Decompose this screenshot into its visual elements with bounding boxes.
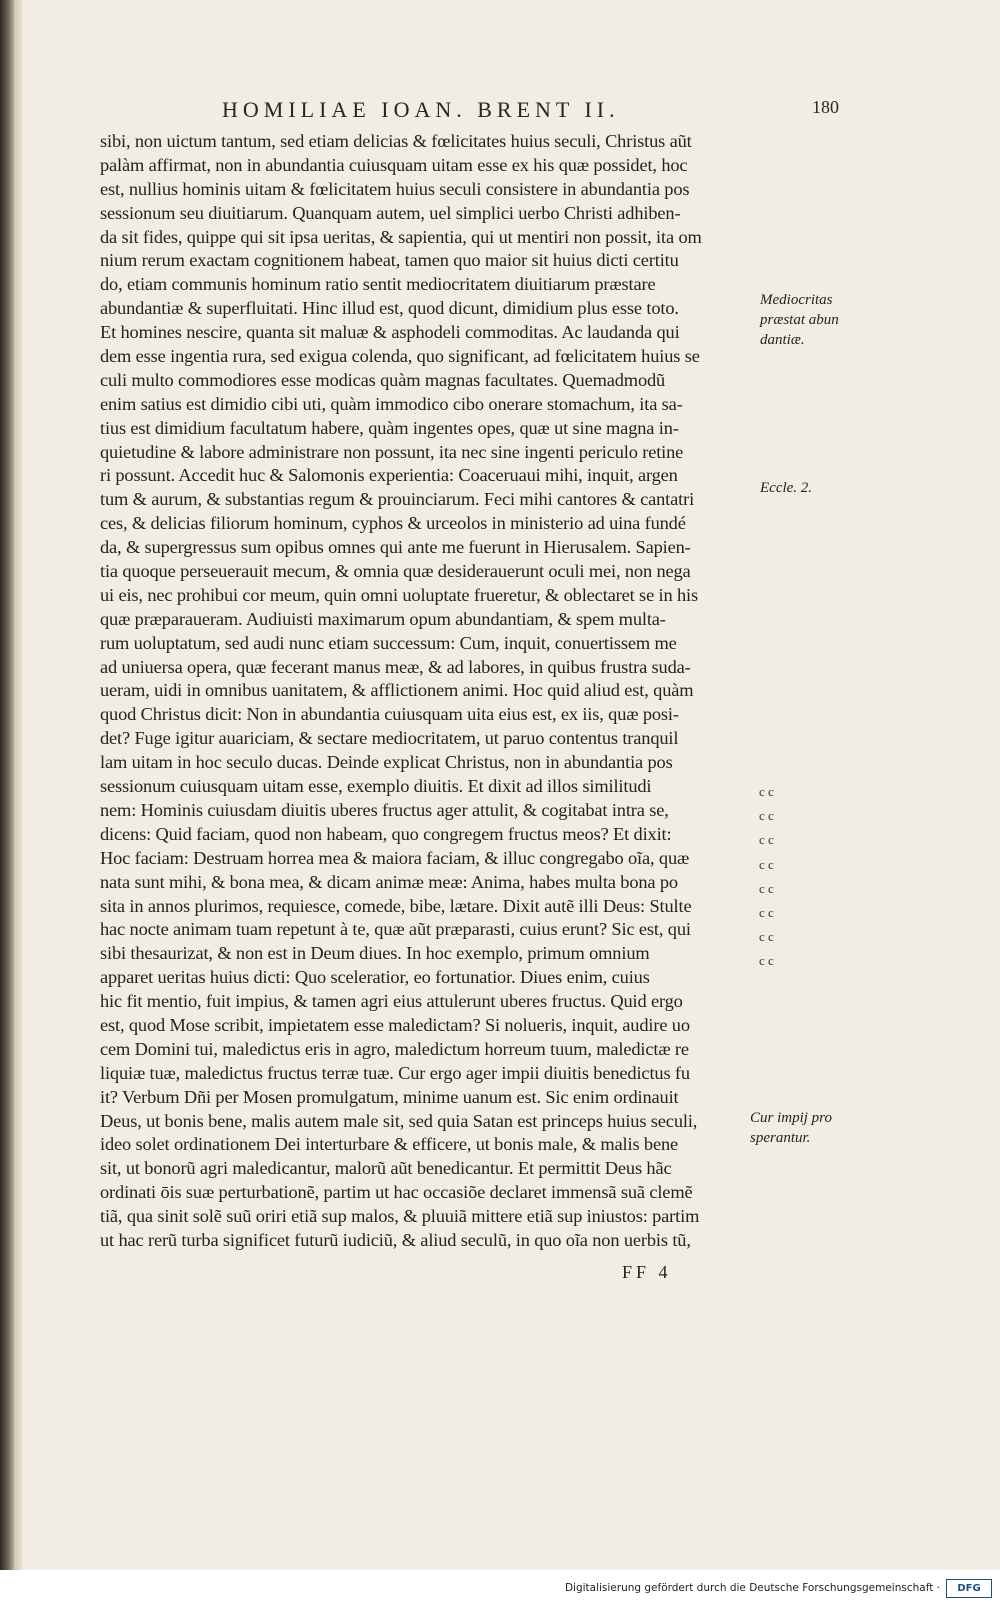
text-line: apparet ueritas huius dicti: Quo sceleratior, eo fortunatior. Diues enim, cuius — [100, 967, 650, 988]
text-line: lam uitam in hoc seculo ducas. Deinde explicat Christus, non in abundantia pos — [100, 752, 673, 773]
text-line: hac nocte animam tuam repetunt à te, quæ aũt præparasti, cuius erunt? Sic est, qui — [100, 919, 691, 940]
text-line: rum uoluptatum, sed audi nunc etiam successum: Cum, inquit, conuertissem me — [100, 632, 677, 653]
text-line: da sit fides, quippe qui sit ipsa ueritas, & sapientia, qui ut mentiri non possit, ita om — [100, 226, 702, 247]
dfg-logo[interactable]: DFG — [946, 1579, 992, 1598]
running-title: HOMILIAE IOAN. BRENT II. — [222, 97, 620, 122]
text-line: ri possunt. Accedit huc & Salomonis experientia: Coaceruaui mihi, inquit, argen — [100, 465, 678, 486]
footer-credit: Digitalisierung gefördert durch die Deutsche Forschungsgemeinschaft · — [564, 1582, 940, 1594]
text-line: ui eis, nec prohibui cor meum, quin omni uoluptate frueretur, & oblectaret se in his — [100, 584, 698, 605]
text-line: tum & aurum, & substantias regum & prouinciarum. Feci mihi cantores & cantatri — [100, 489, 695, 510]
text-line: est, quod Mose scribit, impietatem esse maledictam? Si nolueris, inquit, audire uo — [100, 1014, 690, 1035]
book-spine — [0, 0, 14, 1570]
text-line: enim satius est dimidio cibi uti, quàm immodico cibo onerare stomachum, ita sa- — [100, 393, 683, 414]
text-line: sessionum cuiusquam uitam esse, exemplo diuitis. Et dixit ad illos similitudi — [100, 776, 652, 797]
note-line: dantiæ. — [760, 332, 805, 348]
text-line: nata sunt mihi, & bona mea, & dicam animæ meæ: Anima, habes multa bona po — [100, 871, 678, 892]
text-line: tiã, qua sinit solẽ suũ oriri etiã sup malos, & pluuiã mittere etiã sup iniustos: partim — [100, 1206, 700, 1227]
text-line: ad uniuersa opera, quæ fecerant manus meæ, & ad labores, in quibus frustra suda- — [100, 656, 691, 677]
text-line: nium rerum exactam cognitionem habeat, tamen quo maior sit huius dicti certitu — [100, 250, 679, 271]
text-line: dem esse ingentia rura, sed exigua colenda, quo significant, ad fœlicitatem huius se — [100, 346, 700, 367]
marginal-note-mediocritas — [760, 290, 839, 350]
text-line: ordinati ōis suæ perturbationẽ, partim ut hac occasiõe declaret immensã suã clemẽ — [100, 1182, 693, 1203]
text-line: Deus, ut bonis bene, malis autem male sit, sed quia Satan est princeps huius seculi, — [100, 1110, 698, 1131]
quote-mark: c c — [759, 784, 774, 799]
quotation-marks-column — [759, 780, 779, 974]
quote-mark: c c — [759, 929, 774, 945]
note-line: sperantur. — [750, 1130, 811, 1146]
text-line: ueram, uidi in omnibus uanitatem, & afflictionem animi. Hoc quid aliud est, quàm — [100, 680, 694, 701]
quote-mark: c c — [759, 808, 774, 824]
text-line: da, & supergressus sum opibus omnes qui ante me fuerunt in Hierusalem. Sapien- — [100, 537, 691, 558]
note-line: Cur impij pro — [750, 1110, 832, 1126]
quote-mark: c c — [759, 904, 774, 920]
quote-mark: c c — [759, 832, 774, 848]
text-line: Hoc faciam: Destruam horrea mea & maiora faciam, & illuc congregabo oĩa, quæ — [100, 847, 690, 868]
text-line: Et homines nescire, quanta sit maluæ & asphodeli commoditas. Ac laudanda qui — [100, 322, 680, 343]
text-line: do, etiam communis hominum ratio sentit mediocritatem diuitiarum præstare — [100, 274, 656, 295]
text-line: sibi thesaurizat, & non est in Deum diues. In hoc exemplo, primum omnium — [100, 943, 650, 964]
text-line: sit, ut bonorũ agri maledicantur, malorũ aũt benedicantur. Et permittit Deus hãc — [100, 1158, 672, 1179]
text-line: liquiæ tuæ, maledictus fructus terræ tuæ. Cur ergo ager impii diuitis benedictus fu — [100, 1062, 690, 1083]
text-line: est, nullius hominis uitam & fœlicitatem huius seculi consistere in abundantia pos — [100, 178, 690, 199]
quote-mark: c c — [759, 856, 774, 872]
quote-mark: c c — [759, 953, 774, 969]
note-line: Mediocritas — [760, 292, 833, 308]
quote-mark: c c — [759, 880, 774, 896]
text-line: cem Domini tui, maledictus eris in agro, maledictum horreum tuum, maledictæ re — [100, 1038, 689, 1059]
signature-mark: FF 4 — [622, 1262, 672, 1282]
text-line: culi multo commodiores esse modicas quàm magnas facultates. Quemadmodũ — [100, 369, 666, 390]
note-line: Eccle. 2. — [760, 480, 813, 496]
text-line: abundantiæ & superfluitati. Hinc illud est, quod dicunt, dimidium plus esse toto. — [100, 298, 679, 319]
text-line: nem: Hominis cuiusdam diuitis uberes fructus ager attulit, & cogitabat intra se, — [100, 799, 669, 820]
text-line: quæ præparaueram. Audiuisti maximarum opum abundantiam, & spem multa- — [100, 608, 666, 629]
marginal-note-cur-impij — [750, 1108, 832, 1148]
text-line: ideo solet ordinationem Dei interturbare & efficere, ut bonis male, & malis bene — [100, 1134, 679, 1155]
text-line: palàm affirmat, non in abundantia cuiusquam uitam esse ex his quæ possidet, hoc — [100, 154, 688, 175]
text-line: it? Verbum Dñi per Mosen promulgatum, minime uanum est. Sic enim ordinauit — [100, 1086, 679, 1107]
folio-number: 180 — [812, 97, 839, 117]
footer-bar — [0, 1570, 1000, 1606]
text-line: det? Fuge igitur auariciam, & sectare mediocritatem, ut paruo contentus tranquil — [100, 728, 679, 749]
scanned-page — [22, 0, 1000, 1570]
note-line: præstat abun — [760, 312, 839, 328]
text-line: tius est dimidium facultatum habere, quàm ingentes opes, quæ ut sine magna in- — [100, 417, 679, 438]
text-line: ut hac rerũ turba significet futurũ iudiciũ, & aliud seculũ, in quo oĩa non uerbis tũ, — [100, 1229, 691, 1250]
main-text-block — [100, 130, 770, 1253]
text-line: quietudine & labore administrare non possunt, ita nec sine ingenti periculo retine — [100, 441, 684, 462]
text-line: tia quoque perseuerauit mecum, & omnia quæ desiderauerunt oculi mei, non nega — [100, 561, 691, 582]
text-line: dicens: Quid faciam, quod non habeam, quo congregem fructus meos? Et dixit: — [100, 823, 672, 844]
text-line: ces, & delicias filiorum hominum, cyphos & urceolos in ministerio ad uina fundé — [100, 513, 686, 534]
text-line: hic fit mentio, fuit impius, & tamen agri eius attulerunt uberes fructus. Quid ergo — [100, 991, 683, 1012]
text-line: sita in annos plurimos, requiesce, comede, bibe, lætare. Dixit autẽ illi Deus: Stulte — [100, 895, 692, 916]
text-line: quod Christus dicit: Non in abundantia cuiusquam uita eius est, ex iis, quæ posi- — [100, 704, 679, 725]
marginal-note-eccle — [760, 478, 812, 498]
text-line: sessionum seu diuitiarum. Quanquam autem, uel simplici uerbo Christi adhiben- — [100, 202, 681, 223]
text-line: sibi, non uictum tantum, sed etiam delicias & fœlicitates huius seculi, Christus aũt — [100, 131, 692, 151]
